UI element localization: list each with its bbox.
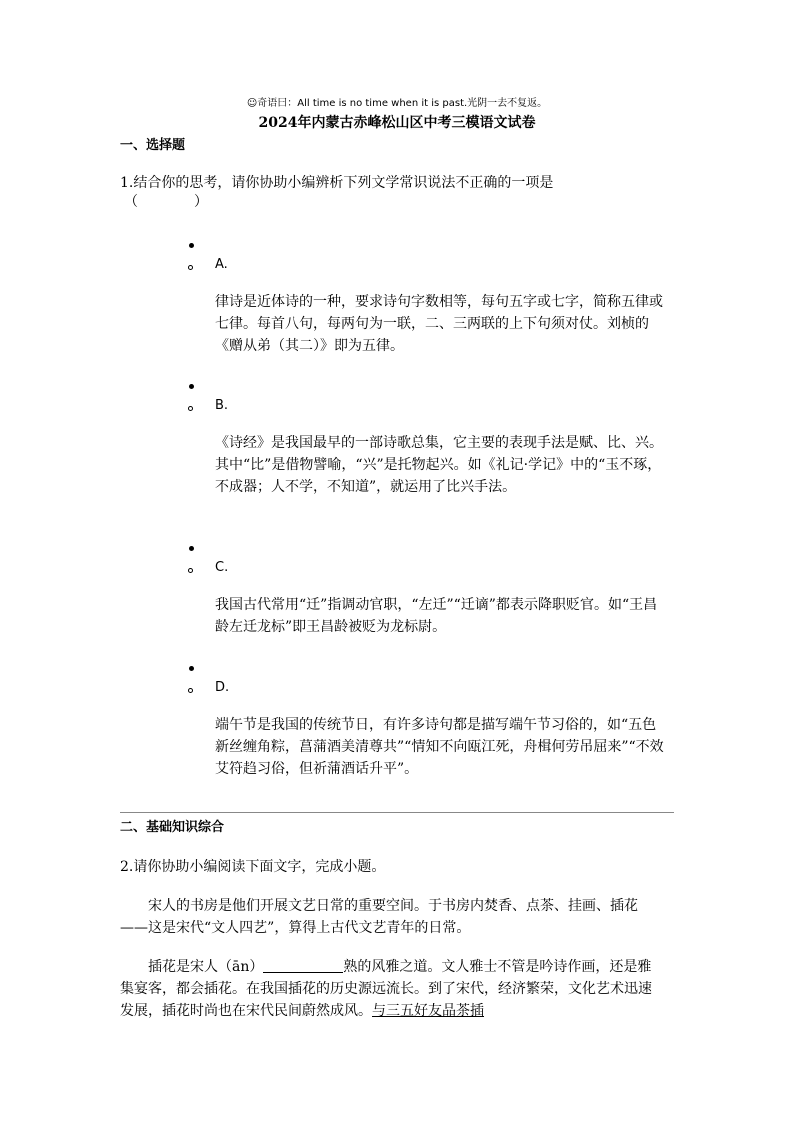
motto: ☺奇语曰：All time is no time when it is past.光阴一去不复返。 xyxy=(246,98,548,109)
bullet-dot xyxy=(189,384,194,389)
paragraph-1: 宋人的书房是他们开展文艺日常的重要空间。于书房内焚香、点茶、挂画、插花——这是宋代“文人四艺”，算得上古代文艺青年的日常。 xyxy=(120,898,638,936)
question-2: 2.请你协助小编阅读下面文字，完成小题。 xyxy=(120,859,386,875)
bullet-ring xyxy=(188,406,193,411)
paragraph-2 xyxy=(120,956,665,1022)
option-text-b: 《诗经》是我国最早的一部诗歌总集，它主要的表现手法是赋、比、兴。其中“比”是借物譬喻，“兴”是托物起兴。如《礼记·学记》中的“玉不琢，不成器；人不学，不知道”，就运用了比兴手法。 xyxy=(215,435,663,495)
paragraph-2-body: 熟的风雅之道。文人雅士不管是吟诗作画，还是雅集宴客，都会插花。在我国插花的历史源远流长。到了宋代，经济繁荣，文化艺术迅速发展，插花时尚也在宋代民间蔚然成风。 xyxy=(120,959,652,1019)
bullet-ring xyxy=(188,688,193,693)
underlined-sentence: 与三五好友品茶插 xyxy=(372,1003,484,1019)
option-letter-a[interactable]: A. xyxy=(215,257,228,272)
option-text-a: 律诗是近体诗的一种，要求诗句字数相等，每句五字或七字，简称五律或七律。每首八句，每两句为一联，二、三两联的上下句须对仗。刘桢的《赠从弟（其二）》即为五律。 xyxy=(215,294,663,354)
bullet-dot xyxy=(189,546,194,551)
option-text-c: 我国古代常用“迁”指调动官职，“左迁”“迁谪”都表示降职贬官。如“王昌龄左迁龙标”即王昌龄被贬为龙标尉。 xyxy=(215,597,658,635)
section-heading-1: 一、选择题 xyxy=(120,138,186,153)
section-heading-2: 二、基础知识综合 xyxy=(120,820,225,835)
bullet-ring xyxy=(188,568,193,573)
answer-paren: （ ） xyxy=(124,194,208,210)
fill-blank[interactable] xyxy=(263,958,343,973)
paragraph-2-start: 插花是宋人（ān） xyxy=(148,959,264,975)
option-text-d: 端午节是我国的传统节日，有许多诗句都是描写端午节习俗的，如“五色新丝缠角粽，菖蒲酒美清尊共”“情知不向瓯江死，舟楫何劳吊屈来”“不效艾符趋习俗，但祈蒲酒话升平”。 xyxy=(215,717,664,777)
bullet-dot xyxy=(189,666,194,671)
option-letter-b[interactable]: B. xyxy=(215,398,229,413)
bullet-dot xyxy=(189,243,194,248)
option-letter-c[interactable]: C. xyxy=(215,560,229,575)
option-letter-d[interactable]: D. xyxy=(215,680,230,695)
section-divider xyxy=(120,812,674,813)
page-title: 2024年内蒙古赤峰松山区中考三模语文试卷 xyxy=(258,115,536,131)
question-1: 1.结合你的思考，请你协助小编辨析下列文学常识说法不正确的一项是 xyxy=(120,175,554,191)
bullet-ring xyxy=(188,265,193,270)
